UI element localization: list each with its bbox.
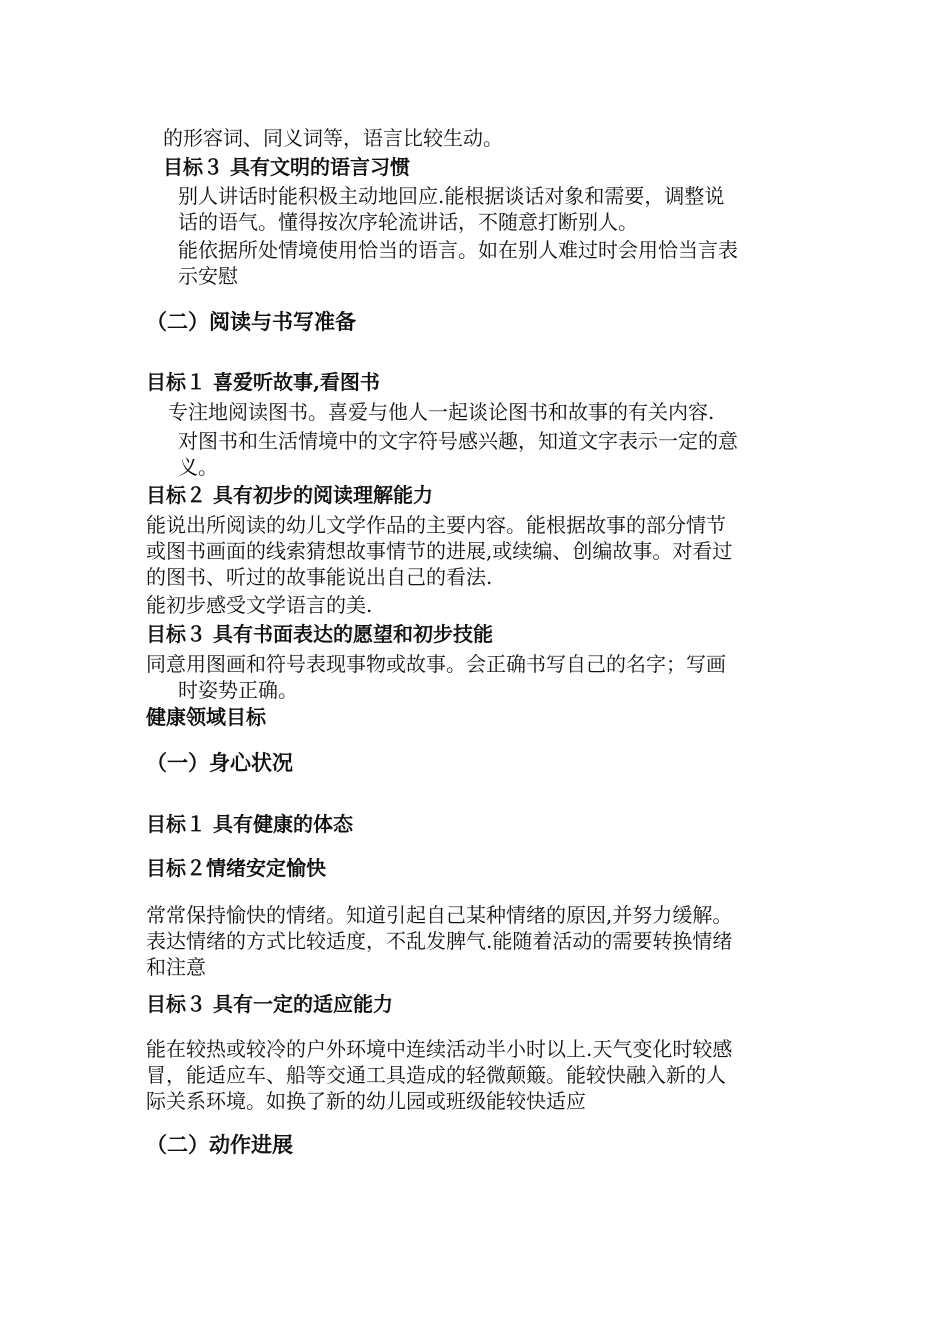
domain-heading: 健康领域目标 [146,705,266,729]
text-line: 能初步感受文学语言的美. [146,593,373,617]
text-line: 的形容词、同义词等，语言比较生动。 [163,126,503,150]
text-line: 的图书、听过的故事能说出自己的看法. [146,565,493,589]
text-line: 能依据所处情境使用恰当的语言。如在别人难过时会用恰当言表 [178,238,738,262]
text-line: 示安慰 [178,264,238,288]
text-line: 表达情绪的方式比较适度，不乱发脾气.能随着活动的需要转换情绪 [146,929,733,953]
text-line: 专注地阅读图书。喜爱与他人一起谈论图书和故事的有关内容. [168,400,715,424]
text-line: 际关系环境。如换了新的幼儿园或班级能较快适应 [146,1089,586,1113]
text-line: 和注意 [146,955,206,979]
section-heading: （二）动作进展 [146,1132,293,1157]
text-line: 话的语气。懂得按次序轮流讲话，不随意打断别人。 [178,210,638,234]
text-line: 能说出所阅读的幼儿文学作品的主要内容。能根据故事的部分情节 [146,513,726,537]
goal-heading: 目标１ 具有健康的体态 [146,812,353,836]
goal-heading: 目标１ 喜爱听故事,看图书 [146,370,380,394]
goal-heading: 目标３ 具有书面表达的愿望和初步技能 [146,622,493,646]
text-line: 冒，能适应车、船等交通工具造成的轻微颠簸。能较快融入新的人 [146,1063,726,1087]
text-line: 或图书画面的线索猜想故事情节的进展,或续编、创编故事。对看过 [146,539,733,563]
goal-heading: 目标３ 具有一定的适应能力 [146,992,393,1016]
text-line: 义。 [178,455,218,479]
goal-heading: 目标２情绪安定愉快 [146,856,326,880]
text-line: 对图书和生活情境中的文字符号感兴趣，知道文字表示一定的意 [178,429,738,453]
section-heading: （一）身心状况 [146,750,293,775]
section-heading: （二）阅读与书写准备 [146,309,356,334]
goal-heading: 目标２ 具有初步的阅读理解能力 [146,483,433,507]
goal-heading: 目标３ 具有文明的语言习惯 [163,155,410,179]
text-line: 常常保持愉快的情绪。知道引起自己某种情绪的原因,并努力缓解。 [146,903,733,927]
text-line: 能在较热或较冷的户外环境中连续活动半小时以上.天气变化时较感 [146,1037,733,1061]
text-line: 时姿势正确。 [178,678,298,702]
text-line: 同意用图画和符号表现事物或故事。会正确书写自己的名字；写画 [146,652,726,676]
text-line: 别人讲话时能积极主动地回应.能根据谈话对象和需要，调整说 [178,184,725,208]
